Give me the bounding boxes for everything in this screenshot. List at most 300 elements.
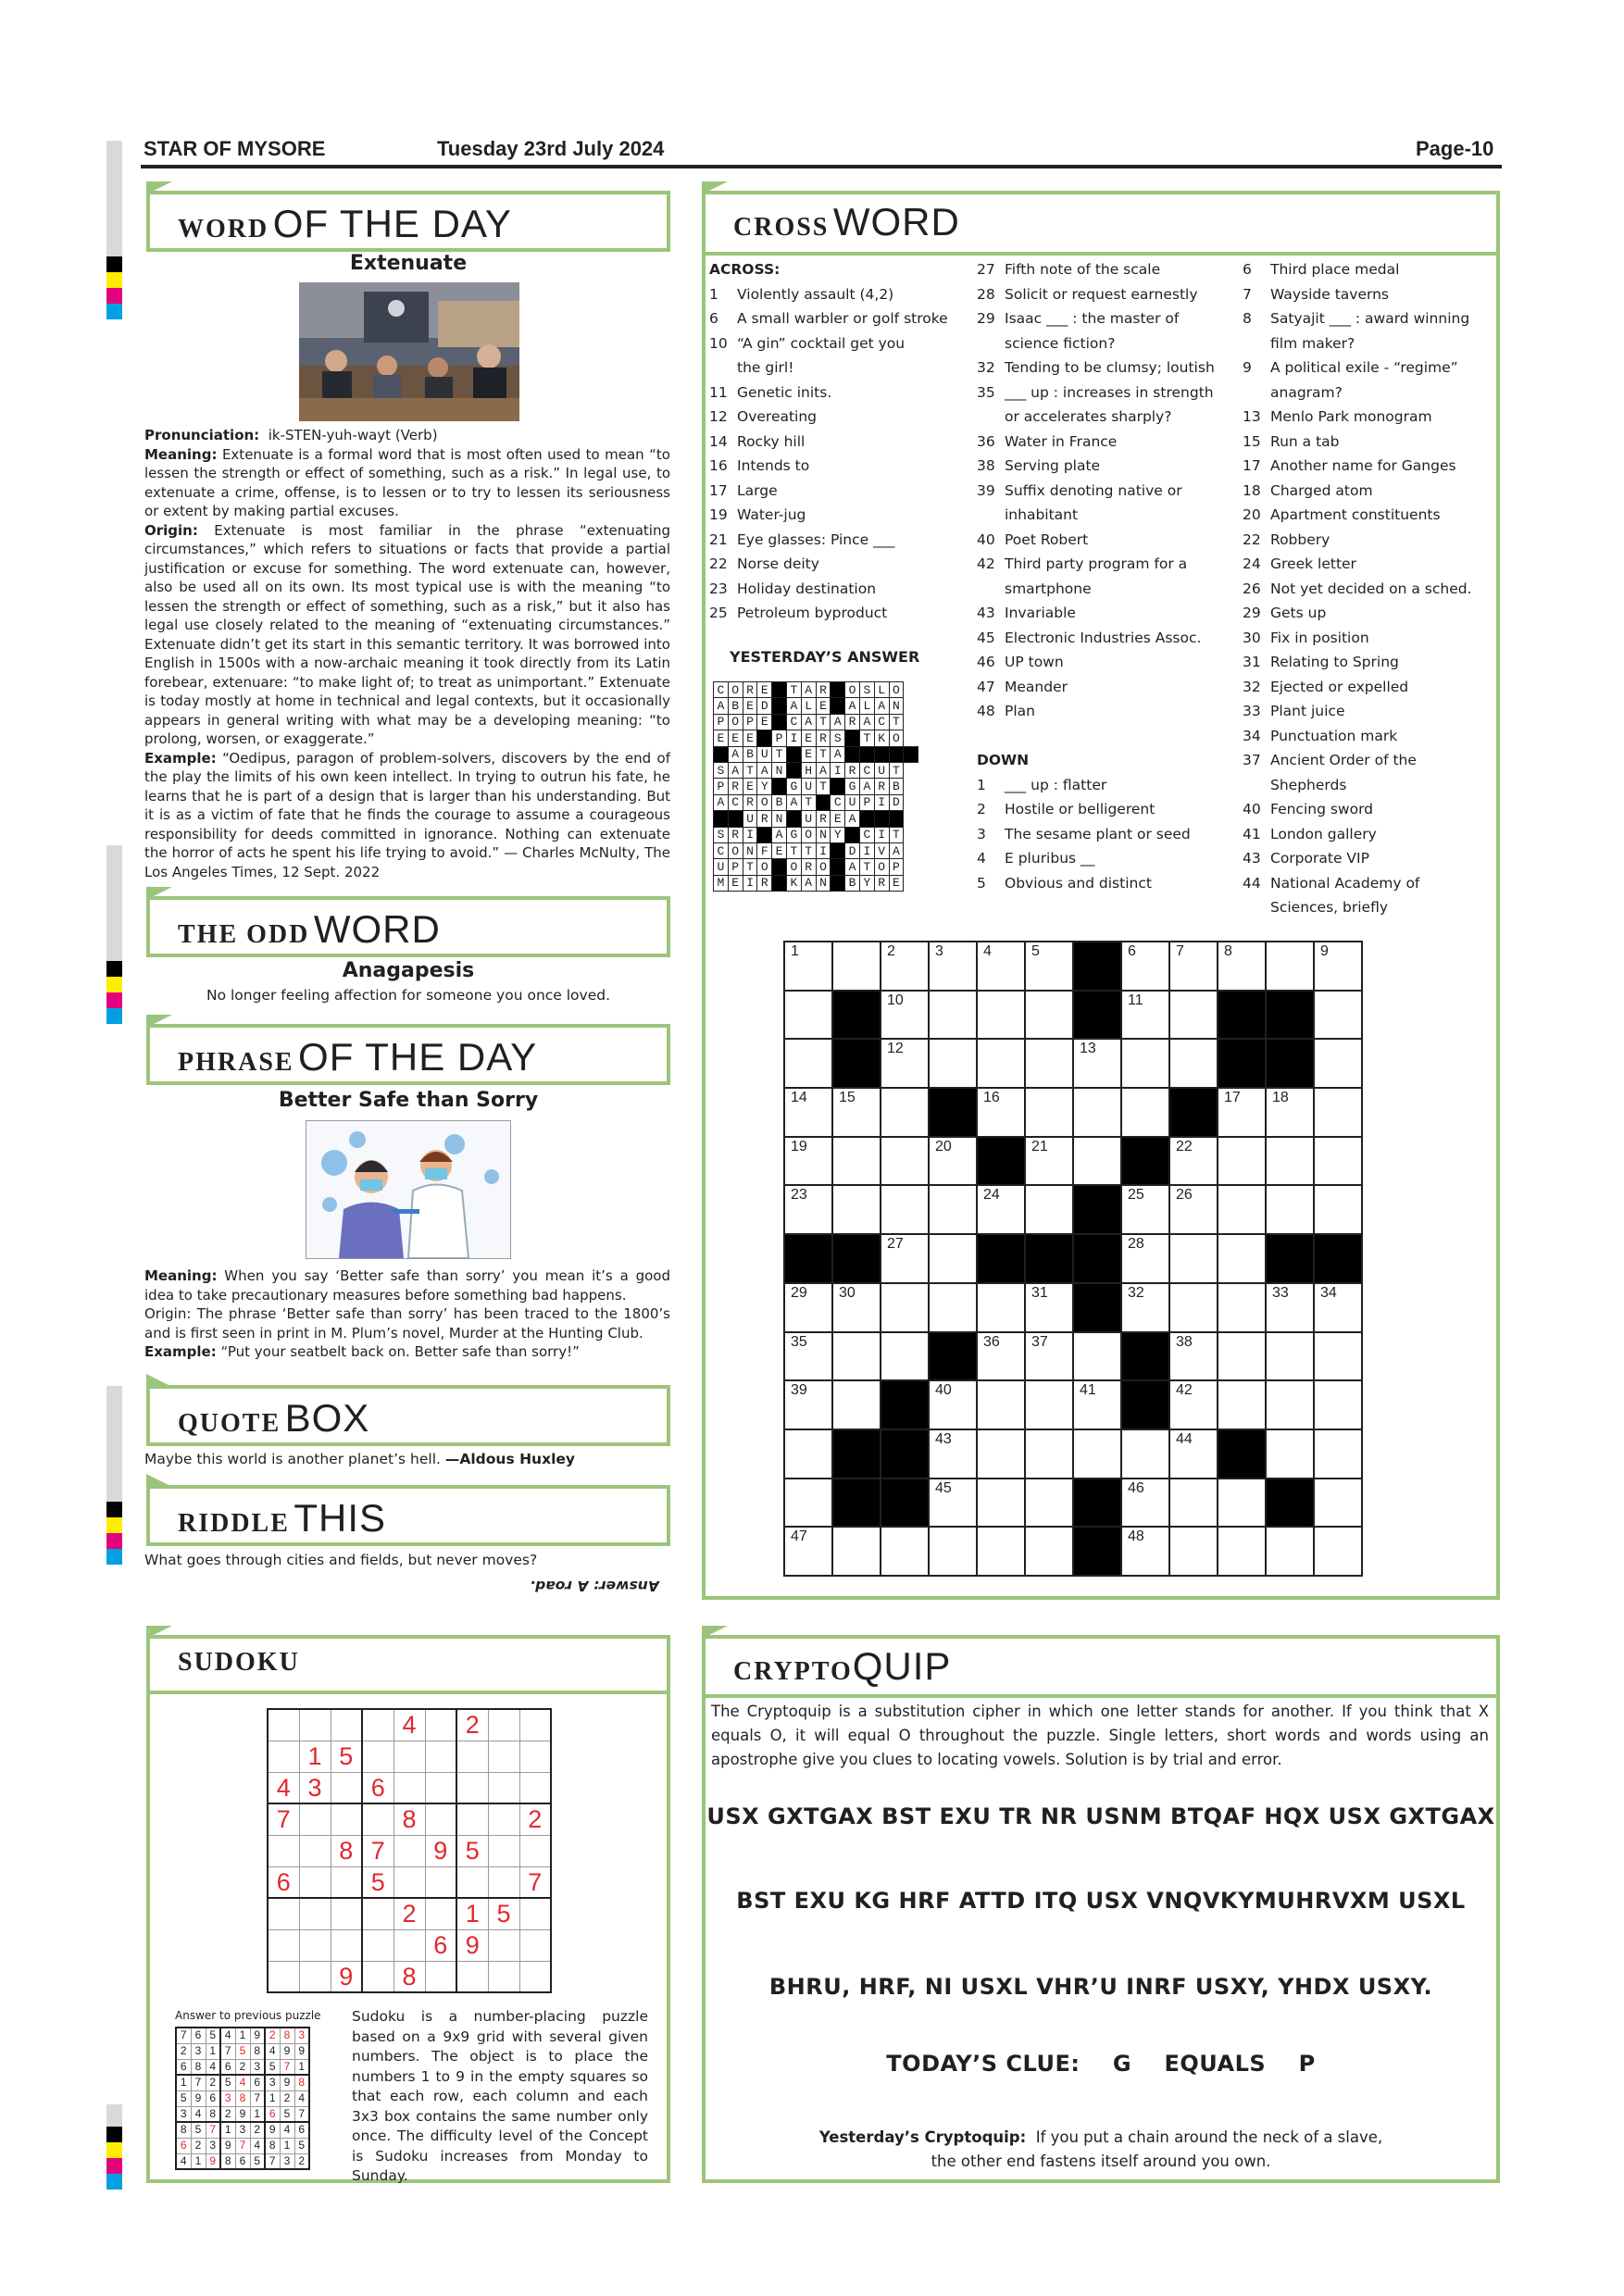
clue-row [977, 675, 1236, 700]
crossword-cell[interactable] [881, 1137, 929, 1186]
sudoku-cell[interactable] [299, 1929, 331, 1961]
crossword-cell[interactable] [929, 1527, 977, 1576]
crossword-cell[interactable] [977, 1283, 1025, 1332]
crossword-cell[interactable]: 11 [1121, 991, 1169, 1040]
sudoku-cell[interactable] [488, 1929, 519, 1961]
crossword-cell[interactable] [881, 1088, 929, 1137]
meaning-text: Extenuate is a formal word that is most often used to mean “to lessen the strength or effect of something, such as a risk.” In legal use, to extenuate a crime, offense, is to lessen or to try to lessen its seriousness or extent by making partial excuses. [144, 445, 670, 519]
crossword-cell[interactable]: 27 [881, 1234, 929, 1283]
answer-letter: K [786, 875, 801, 891]
sudoku-cell[interactable] [394, 1835, 425, 1866]
answer-letter: P [714, 714, 729, 730]
black-square [1266, 991, 1314, 1040]
cryptoquip-line-3: BHRU, HRF, NI USXL VHR’U INRF USXY, YHDX USXY. [768, 1974, 1433, 2000]
crossword-cell[interactable]: 16 [977, 1088, 1025, 1137]
answer-letter: P [728, 859, 743, 875]
crossword-cell[interactable] [977, 1429, 1025, 1479]
crossword-cell[interactable] [1169, 1039, 1218, 1088]
sudoku-cell[interactable] [299, 1835, 331, 1866]
answer-black-square [904, 746, 918, 762]
crossword-cell[interactable] [1218, 1234, 1266, 1283]
answer-letter: T [786, 842, 801, 858]
sudoku-cell[interactable] [362, 1929, 394, 1961]
crossword-cell[interactable]: 6 [1121, 942, 1169, 991]
crossword-cell[interactable]: 35 [784, 1332, 832, 1381]
previous-answer-digit: 2 [250, 2122, 265, 2138]
color-swatch-yellow [106, 1517, 122, 1533]
crossword-cell[interactable] [1266, 1380, 1314, 1429]
clue-text: Rocky hill [737, 432, 806, 450]
crossword-cell[interactable] [1314, 1039, 1362, 1088]
clue-text: Fix in position [1270, 629, 1369, 646]
answer-letter: G [786, 827, 801, 842]
answer-black-square [831, 859, 845, 875]
clue-row [977, 773, 1236, 798]
crossword-cell[interactable] [1121, 1039, 1169, 1088]
crossword-cell[interactable]: 17 [1218, 1088, 1266, 1137]
crossword-cell[interactable] [1169, 1479, 1218, 1528]
answer-letter: B [743, 746, 757, 762]
clue-text: Hostile or belligerent [1005, 801, 1156, 817]
crossword-cell[interactable] [1025, 1429, 1073, 1479]
crossword-cell[interactable] [977, 1479, 1025, 1528]
crossword-cell[interactable] [1025, 1479, 1073, 1528]
clue-text: Plan [1005, 703, 1035, 719]
crossword-cell[interactable]: 48 [1121, 1527, 1169, 1576]
black-square [832, 1429, 881, 1479]
clue-row [1243, 895, 1493, 920]
previous-answer-digit: 6 [294, 2122, 309, 2138]
crossword-cell[interactable] [1218, 1185, 1266, 1234]
crossword-cell[interactable]: 29 [784, 1283, 832, 1332]
answer-letter: T [743, 859, 757, 875]
crossword-cell[interactable]: 12 [881, 1039, 929, 1088]
sudoku-given: 1 [456, 1898, 488, 1929]
answer-letter: C [859, 762, 874, 778]
sudoku-cell[interactable] [488, 1709, 519, 1741]
crossword-cell[interactable] [832, 1185, 881, 1234]
crossword-cell[interactable]: 22 [1169, 1137, 1218, 1186]
crossword-cell[interactable]: 47 [784, 1527, 832, 1576]
clue-text: Genetic inits. [737, 383, 832, 401]
answer-letter: C [874, 714, 889, 730]
previous-answer-digit: 4 [191, 2106, 206, 2122]
sudoku-cell[interactable] [362, 1741, 394, 1772]
black-square [977, 1234, 1025, 1283]
crossword-cell[interactable] [784, 1429, 832, 1479]
sudoku-cell[interactable] [331, 1898, 362, 1929]
sudoku-cell[interactable] [299, 1898, 331, 1929]
crossword-cell[interactable] [1121, 1088, 1169, 1137]
crossword-cell[interactable] [881, 1185, 929, 1234]
cryptoquip-line-2: BST EXU KG HRF ATTD ITQ USX VNQVKYMUHRVXM USXL [736, 1888, 1466, 1914]
registration-bar [106, 845, 122, 961]
crossword-cell[interactable] [1073, 1137, 1121, 1186]
crossword-cell[interactable]: 20 [929, 1137, 977, 1186]
clue-number: 44 [1243, 874, 1261, 892]
crossword-cell[interactable] [977, 991, 1025, 1040]
answer-letter: A [714, 698, 729, 714]
crossword-cell[interactable]: 1 [784, 942, 832, 991]
clue-text: London gallery [1270, 825, 1377, 842]
crossword-cell[interactable] [1025, 1185, 1073, 1234]
crossword-cell[interactable] [1218, 1332, 1266, 1381]
sudoku-cell[interactable] [394, 1866, 425, 1898]
sudoku-cell[interactable] [425, 1741, 456, 1772]
crossword-cell[interactable] [1025, 1039, 1073, 1088]
answer-letter: A [786, 698, 801, 714]
crossword-cell[interactable] [1169, 1234, 1218, 1283]
previous-answer-digit: 3 [220, 2090, 235, 2106]
clue-number [1243, 895, 1270, 920]
previous-answer-digit: 6 [191, 2028, 206, 2043]
sudoku-cell[interactable] [331, 1803, 362, 1835]
crossword-cell[interactable] [1169, 1527, 1218, 1576]
sudoku-cell[interactable] [488, 1961, 519, 1992]
sudoku-cell[interactable] [425, 1898, 456, 1929]
sudoku-cell[interactable] [456, 1961, 488, 1992]
crossword-cell[interactable]: 10 [881, 991, 929, 1040]
crossword-cell[interactable] [1314, 1380, 1362, 1429]
previous-answer-digit: 9 [280, 2043, 294, 2059]
clue-number: 28 [977, 285, 995, 303]
answer-letter: Y [859, 875, 874, 891]
sudoku-cell[interactable] [331, 1709, 362, 1741]
crossword-cell[interactable] [832, 1380, 881, 1429]
sudoku-cell[interactable] [362, 1709, 394, 1741]
crossword-cell[interactable]: 46 [1121, 1479, 1169, 1528]
sudoku-cell[interactable] [268, 1961, 299, 1992]
clue-number: 16 [709, 457, 728, 474]
black-square [1025, 1234, 1073, 1283]
crossword-cell[interactable]: 28 [1121, 1234, 1169, 1283]
crossword-cell[interactable] [1073, 1332, 1121, 1381]
heading-word-b: THIS [294, 1496, 387, 1540]
previous-answer-digit: 1 [265, 2090, 280, 2106]
sudoku-cell[interactable] [519, 1741, 551, 1772]
crossword-cell[interactable]: 40 [929, 1380, 977, 1429]
crossword-cell[interactable] [929, 1185, 977, 1234]
crossword-cell[interactable] [929, 1283, 977, 1332]
answer-letter: A [816, 762, 831, 778]
answer-letter: E [801, 746, 816, 762]
clue-row [1243, 282, 1493, 307]
clue-text: Fifth note of the scale [1005, 261, 1161, 278]
previous-answer-digit: 5 [176, 2090, 191, 2106]
crossword-cell[interactable] [1025, 991, 1073, 1040]
clue-number: 5 [977, 874, 986, 892]
answer-black-square [874, 811, 889, 827]
crossword-cell[interactable] [929, 1039, 977, 1088]
crossword-cell[interactable] [1025, 1088, 1073, 1137]
answer-letter: S [714, 827, 729, 842]
crossword-cell[interactable] [1218, 1380, 1266, 1429]
clue-row [977, 797, 1236, 822]
crossword-grid[interactable] [783, 941, 1363, 1577]
crossword-cell[interactable]: 31 [1025, 1283, 1073, 1332]
answer-letter: A [786, 794, 801, 810]
crossword-cell[interactable]: 41 [1073, 1380, 1121, 1429]
sudoku-cell[interactable] [456, 1866, 488, 1898]
sudoku-cell[interactable] [488, 1741, 519, 1772]
clue-text: inhabitant [1005, 506, 1079, 523]
answer-letter: N [889, 698, 904, 714]
clue-number: 1 [709, 285, 718, 303]
crossword-cell[interactable] [1266, 1527, 1314, 1576]
crossword-cell[interactable] [1266, 1137, 1314, 1186]
crossword-cell[interactable]: 44 [1169, 1429, 1218, 1479]
color-swatch-magenta [106, 992, 122, 1008]
crossword-cell[interactable]: 42 [1169, 1380, 1218, 1429]
crossword-cell[interactable]: 43 [929, 1429, 977, 1479]
previous-answer-digit: 8 [191, 2059, 206, 2075]
clue-row [977, 479, 1236, 504]
sudoku-grid[interactable] [267, 1708, 552, 1993]
sudoku-cell[interactable] [488, 1803, 519, 1835]
yesterday-cryptoquip-label: Yesterday’s Cryptoquip: [818, 2128, 1027, 2146]
sudoku-cell[interactable] [362, 1898, 394, 1929]
crossword-cell[interactable] [1266, 1185, 1314, 1234]
sudoku-cell[interactable] [456, 1741, 488, 1772]
crossword-cell[interactable] [784, 1479, 832, 1528]
previous-answer-digit: 7 [176, 2028, 191, 2043]
crossword-cell[interactable]: 21 [1025, 1137, 1073, 1186]
heading-rule [146, 1691, 670, 1694]
crossword-cell[interactable] [1314, 1088, 1362, 1137]
crossword-cell[interactable]: 19 [784, 1137, 832, 1186]
sudoku-cell[interactable] [488, 1835, 519, 1866]
answer-letter: E [801, 730, 816, 746]
clue-row [709, 381, 959, 406]
crossword-cell[interactable] [1314, 1527, 1362, 1576]
crossword-cell[interactable]: 9 [1314, 942, 1362, 991]
clue-number: 40 [1243, 801, 1261, 817]
sudoku-cell[interactable] [519, 1961, 551, 1992]
clue-row [1243, 405, 1493, 430]
sudoku-cell[interactable] [299, 1709, 331, 1741]
sudoku-cell[interactable] [519, 1835, 551, 1866]
clue-text: Water in France [1005, 432, 1118, 450]
crossword-cell[interactable] [1025, 1527, 1073, 1576]
riddle-text: What goes through cities and fields, but never moves? [144, 1552, 538, 1568]
sudoku-cell[interactable] [299, 1961, 331, 1992]
heading-word-b: QUIP [852, 1644, 952, 1688]
crossword-cell[interactable]: 4 [977, 942, 1025, 991]
clue-text: Shepherds [1270, 776, 1347, 793]
clue-row [709, 282, 959, 307]
crossword-cell[interactable]: 38 [1169, 1332, 1218, 1381]
crossword-cell[interactable] [929, 991, 977, 1040]
crossword-cell[interactable] [784, 1039, 832, 1088]
crossword-cell[interactable] [1266, 1332, 1314, 1381]
sudoku-given: 5 [456, 1835, 488, 1866]
crossword-cell[interactable] [1073, 1429, 1121, 1479]
crossword-cell[interactable] [1218, 1283, 1266, 1332]
sudoku-given: 8 [331, 1835, 362, 1866]
crossword-cell[interactable] [929, 1234, 977, 1283]
sudoku-cell[interactable] [425, 1772, 456, 1803]
crossword-cell[interactable]: 15 [832, 1088, 881, 1137]
sudoku-given: 5 [331, 1741, 362, 1772]
answer-letter: I [743, 827, 757, 842]
answer-letter: U [801, 779, 816, 794]
sudoku-cell[interactable] [519, 1709, 551, 1741]
sudoku-cell[interactable] [268, 1929, 299, 1961]
sudoku-cell[interactable] [299, 1803, 331, 1835]
sudoku-cell[interactable] [425, 1866, 456, 1898]
crossword-cell[interactable] [1218, 1137, 1266, 1186]
crossword-cell[interactable] [1169, 991, 1218, 1040]
sudoku-cell[interactable] [425, 1961, 456, 1992]
sudoku-cell[interactable] [268, 1898, 299, 1929]
clue-row [1243, 601, 1493, 626]
crossword-cell[interactable] [1314, 1479, 1362, 1528]
answer-letter: E [889, 875, 904, 891]
clue-number: 4 [977, 850, 986, 867]
sudoku-cell[interactable] [394, 1929, 425, 1961]
sudoku-cell[interactable] [299, 1866, 331, 1898]
crossword-cell[interactable]: 32 [1121, 1283, 1169, 1332]
sudoku-cell[interactable] [331, 1866, 362, 1898]
sudoku-cell[interactable] [394, 1772, 425, 1803]
crossword-cell[interactable]: 5 [1025, 942, 1073, 991]
crossword-cell[interactable]: 34 [1314, 1283, 1362, 1332]
crossword-cell[interactable] [1121, 1429, 1169, 1479]
crossword-cell[interactable] [1073, 1088, 1121, 1137]
example-label: Example: [144, 1343, 217, 1360]
clue-text: Violently assault (4,2) [737, 285, 894, 303]
sudoku-cell[interactable] [268, 1741, 299, 1772]
clue-row [709, 454, 959, 479]
answer-letter: A [845, 859, 860, 875]
crossword-cell[interactable]: 39 [784, 1380, 832, 1429]
sudoku-cell[interactable] [519, 1929, 551, 1961]
sudoku-cell[interactable] [456, 1803, 488, 1835]
clue-text: A small warbler or golf stroke [737, 310, 948, 327]
crossword-cell[interactable] [1314, 1137, 1362, 1186]
crossword-cell[interactable] [977, 1380, 1025, 1429]
crossword-cell[interactable]: 25 [1121, 1185, 1169, 1234]
black-square [977, 1137, 1025, 1186]
previous-answer-digit: 2 [294, 2153, 309, 2169]
crossword-cell[interactable] [1266, 1429, 1314, 1479]
crossword-cell[interactable]: 30 [832, 1283, 881, 1332]
sudoku-cell[interactable] [331, 1929, 362, 1961]
answer-black-square [772, 698, 787, 714]
crossword-cell[interactable]: 23 [784, 1185, 832, 1234]
odd-word: Anagapesis [342, 959, 475, 982]
black-square [1314, 1234, 1362, 1283]
crossword-cell[interactable]: 3 [929, 942, 977, 991]
clue-row [977, 552, 1236, 577]
previous-answer-digit: 4 [176, 2153, 191, 2169]
crossword-cell[interactable]: 18 [1266, 1088, 1314, 1137]
crossword-cell[interactable]: 24 [977, 1185, 1025, 1234]
sudoku-cell[interactable] [394, 1741, 425, 1772]
crossword-cell[interactable] [1314, 1332, 1362, 1381]
crossword-cell[interactable]: 7 [1169, 942, 1218, 991]
crossword-cell[interactable] [881, 1283, 929, 1332]
crossword-cell[interactable] [1218, 1527, 1266, 1576]
sudoku-cell[interactable] [331, 1772, 362, 1803]
crossword-cell[interactable] [977, 1039, 1025, 1088]
clue-text: Sciences, briefly [1270, 899, 1389, 916]
clue-text: Charged atom [1270, 481, 1373, 499]
crossword-cell[interactable] [1266, 942, 1314, 991]
crossword-cell[interactable] [1314, 1185, 1362, 1234]
black-square [1073, 1283, 1121, 1332]
answer-letter: A [728, 746, 743, 762]
crossword-cell[interactable]: 14 [784, 1088, 832, 1137]
crossword-cell[interactable] [1025, 1380, 1073, 1429]
sudoku-cell[interactable] [362, 1803, 394, 1835]
answer-letter: A [859, 779, 874, 794]
previous-answer-digit: 3 [265, 2075, 280, 2090]
sudoku-cell[interactable] [268, 1835, 299, 1866]
crossword-cell[interactable] [977, 1527, 1025, 1576]
sudoku-cell[interactable] [362, 1961, 394, 1992]
phrase-text: Better Safe than Sorry [278, 1089, 539, 1112]
sudoku-given: 4 [268, 1772, 299, 1803]
sudoku-cell[interactable] [488, 1772, 519, 1803]
sudoku-cell[interactable] [268, 1709, 299, 1741]
answer-letter: A [845, 811, 860, 827]
crossword-cell[interactable]: 45 [929, 1479, 977, 1528]
crossword-cell[interactable] [1314, 1429, 1362, 1479]
crossword-cell[interactable] [881, 1332, 929, 1381]
sudoku-cell[interactable] [488, 1866, 519, 1898]
answer-letter: R [874, 779, 889, 794]
black-square [1073, 1527, 1121, 1576]
across-clues-col2 [977, 257, 1236, 895]
crossword-cell[interactable] [1314, 991, 1362, 1040]
answer-letter: C [728, 794, 743, 810]
crossword-cell[interactable]: 37 [1025, 1332, 1073, 1381]
crossword-cell[interactable] [832, 1332, 881, 1381]
clue-row [1243, 822, 1493, 847]
crossword-cell[interactable] [1169, 1283, 1218, 1332]
black-square [832, 1479, 881, 1528]
crossword-cell[interactable]: 8 [1218, 942, 1266, 991]
clue-text: Eye glasses: Pince ___ [737, 530, 895, 548]
crossword-cell[interactable] [1218, 1479, 1266, 1528]
clue-row [1243, 675, 1493, 700]
crossword-cell[interactable] [881, 1527, 929, 1576]
crossword-cell[interactable]: 36 [977, 1332, 1025, 1381]
crossword-cell[interactable] [832, 1137, 881, 1186]
sudoku-cell[interactable] [519, 1772, 551, 1803]
answer-letter: T [816, 714, 831, 730]
crossword-cell[interactable]: 2 [881, 942, 929, 991]
word-of-day-word: Extenuate [349, 252, 468, 275]
crossword-cell[interactable]: 33 [1266, 1283, 1314, 1332]
quote-text [144, 1451, 670, 1467]
previous-answer-digit: 3 [191, 2043, 206, 2059]
answer-letter: R [728, 779, 743, 794]
crossword-cell[interactable] [832, 1527, 881, 1576]
black-square [881, 1429, 929, 1479]
crossword-cell[interactable] [832, 942, 881, 991]
previous-answer-digit: 3 [250, 2059, 265, 2075]
crossword-cell[interactable]: 26 [1169, 1185, 1218, 1234]
sudoku-cell[interactable] [425, 1709, 456, 1741]
origin-label: Origin: [144, 1305, 192, 1322]
crossword-cell[interactable]: 13 [1073, 1039, 1121, 1088]
sudoku-cell[interactable] [456, 1772, 488, 1803]
sudoku-cell[interactable] [425, 1803, 456, 1835]
crossword-cell[interactable] [784, 991, 832, 1040]
sudoku-given: 6 [362, 1772, 394, 1803]
